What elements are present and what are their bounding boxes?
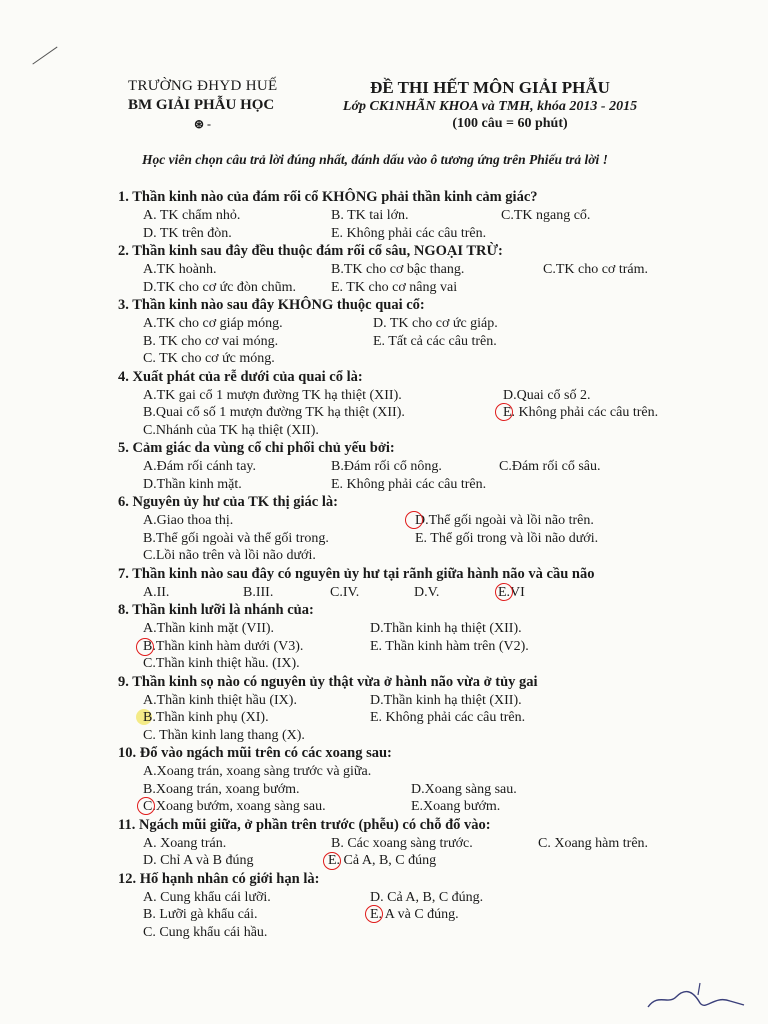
option-row [118,530,678,548]
answer-option: E. Thể gối trong và lồi não dưới. [415,530,599,546]
question-5 [118,439,678,493]
option-row [118,547,678,565]
instruction-text: Học viên chọn câu trả lời đúng nhất, đánh dấu vào ô tương ứng trên Phiếu trả lời ! [142,152,608,167]
option-row [118,333,678,351]
answer-option: C. TK cho cơ ức móng. [143,351,275,366]
option-row [118,387,678,405]
option-row [118,655,678,673]
question-8 [118,601,678,673]
answer-option: E. Cả A, B, C đúng [328,853,437,868]
question-text: 2. Thần kinh sau đây đều thuộc đám rối cổ sâu, NGOẠI TRỪ: [118,243,503,259]
answer-option: A.TK hoành. [143,262,217,277]
answer-option: A.Đám rối cánh tay. [143,459,256,474]
answer-option: A.TK gai cổ 1 mượn đường TK hạ thiệt (XII). [143,387,402,403]
answer-option: C.Lồi não trên và lồi não dưới. [143,548,316,563]
answer-option: C. Cung khẩu cái hầu. [143,924,268,940]
answer-option: B.Thần kinh phụ (XI). [143,710,269,725]
question-text: 1. Thần kinh nào của đám rối cổ KHÔNG phải thần kinh cảm giác? [118,189,538,205]
answer-option: A.Thần kinh thiệt hầu (IX). [143,692,297,708]
answer-option: B.Quai cổ số 1 mượn đường TK hạ thiệt (XII). [143,405,405,420]
answer-option: C.Xoang bướm, xoang sàng sau. [143,799,326,814]
answer-option: A.Xoang trán, xoang sàng trước và giữa. [143,764,372,779]
answer-option: C. Xoang hàm trên. [538,835,649,851]
answer-option: B.Thần kinh hàm dưới (V3). [143,638,304,654]
exam-class: Lớp CK1NHÃN KHOA và TMH, khóa 2013 - 2015 [342,99,638,114]
option-row [118,279,678,297]
school-name: TRƯỜNG ĐHYD HUẾ [128,78,278,94]
question-text: 12. Hố hạnh nhân có giới hạn là: [118,870,320,887]
option-row [118,315,678,333]
option-row [118,458,678,476]
option-row [118,404,678,422]
answer-option: A.Giao thoa thị. [143,513,234,528]
question-text: 5. Cảm giác da vùng cổ chỉ phối chủ yếu bởi: [118,440,395,456]
department-name: BM GIẢI PHẪU HỌC [128,97,275,113]
answer-option: D.Thể gối ngoài và lồi não trên. [415,513,594,528]
answer-option: D. Cả A, B, C đúng. [370,889,484,905]
question-11 [118,816,678,870]
option-row [118,709,678,727]
answer-option: D. TK cho cơ ức giáp. [373,316,498,331]
answer-circle-mark [495,403,513,421]
question-text: 10. Đổ vào ngách mũi trên có các xoang sau: [118,745,392,761]
option-row [118,620,678,638]
answer-circle-mark [136,638,154,656]
answer-option: D. Chỉ A và B đúng [143,853,254,868]
answer-circle-mark [323,852,341,870]
signature [640,975,750,1020]
question-text: 3. Thần kinh nào sau đây KHÔNG thuộc quai cổ: [118,297,425,313]
question-text: 7. Thần kinh nào sau đây có nguyên ủy hư tại rãnh giữa hành não và cầu não [118,565,595,582]
question-9 [118,673,678,745]
answer-option: C.Thần kinh thiệt hầu. (IX). [143,656,300,671]
answer-option: E.VI [498,584,525,600]
question-7 [118,565,678,602]
answer-option: B. Các xoang sàng trước. [331,835,473,851]
option-row [118,889,678,907]
answer-option: E. Thần kinh hàm trên (V2). [370,638,529,654]
question-4 [118,368,678,440]
option-row [118,692,678,710]
answer-option: B. TK cho cơ vai móng. [143,333,279,349]
answer-option: B.Đám rối cổ nông. [331,459,442,474]
answer-option: A.Thần kinh mặt (VII). [143,621,275,636]
option-row [118,798,678,816]
answer-circle-mark [405,511,423,529]
answer-option: E. Không phải các câu trên. [370,710,526,725]
answer-option: B.III. [243,584,274,600]
answer-option: A. Xoang trán. [143,835,227,851]
option-row [118,422,678,440]
answer-option: D. TK trên đòn. [143,225,232,241]
answer-option: D.Xoang sàng sau. [411,781,517,797]
answer-circle-mark [137,797,155,815]
option-row [118,763,678,781]
answer-option: E. Không phải các câu trên. [503,405,659,420]
answer-option: C.IV. [330,584,360,600]
answer-option: C. Thần kinh lang thang (X). [143,727,305,743]
option-row [118,584,678,602]
question-3 [118,296,678,368]
pen-mark [32,47,57,65]
option-row [118,512,678,530]
answer-option: C.Nhánh của TK hạ thiệt (XII). [143,422,319,438]
question-1 [118,188,678,242]
answer-option: E. TK cho cơ nâng vai [331,279,458,295]
answer-circle-mark [365,905,383,923]
option-row [118,781,678,799]
question-text: 4. Xuất phát của rễ dưới của quai cổ là: [118,368,363,385]
question-text: 8. Thần kinh lưỡi là nhánh của: [118,602,314,618]
answer-option: D.Thần kinh hạ thiệt (XII). [370,692,522,708]
answer-option: B.TK cho cơ bậc thang. [331,262,465,277]
answer-option: A.II. [143,584,170,600]
answer-option: C.TK ngang cổ. [501,208,591,223]
option-row [118,476,678,494]
answer-option: E. A và C đúng. [370,907,459,922]
header-left [128,77,277,134]
option-row [118,852,678,870]
option-row [118,261,678,279]
option-row [118,924,678,942]
option-row [118,225,678,243]
option-row [118,207,678,225]
question-12 [118,870,678,942]
answer-option: E.Xoang bướm. [411,799,501,814]
answer-option: B.Xoang trán, xoang bướm. [143,781,300,797]
question-6 [118,493,678,565]
answer-option: C.TK cho cơ trám. [543,262,648,277]
option-row [118,350,678,368]
answer-option: D.V. [414,584,440,600]
option-row [118,638,678,656]
answer-option: B.Thể gối ngoài và thể gối trong. [143,530,329,546]
answer-option: D.Quai cổ số 2. [503,387,591,403]
option-row [118,906,678,924]
header-right [330,77,650,132]
answer-option: B. Lưỡi gà khẩu cái. [143,907,258,922]
answer-option: C.Đám rối cổ sâu. [499,459,601,474]
answer-option: B. TK tai lớn. [331,208,409,223]
department-mark: ⊛ - [194,117,212,131]
answer-option: D.Thần kinh hạ thiệt (XII). [370,621,522,636]
question-10 [118,744,678,816]
answer-option: A. TK chẩm nhỏ. [143,208,241,223]
answer-option: A. Cung khẩu cái lưỡi. [143,889,271,905]
question-list [118,188,678,941]
question-text: 9. Thần kinh sọ nào có nguyên ủy thật vừa ở hành não vừa ở tủy gai [118,673,538,690]
question-text: 6. Nguyên ủy hư của TK thị giác là: [118,494,338,510]
question-text: 11. Ngách mũi giữa, ở phần trên trước (phễu) có chỗ đổ vào: [118,816,491,833]
exam-title: ĐỀ THI HẾT MÔN GIẢI PHẪU [370,78,610,97]
answer-option: E. Không phải các câu trên. [331,476,487,492]
answer-option: E. Tất cả các câu trên. [373,333,497,349]
answer-circle-mark [495,583,513,601]
answer-option: D.TK cho cơ ức đòn chũm. [143,279,297,295]
answer-option: E. Không phải các câu trên. [331,225,487,241]
answer-option: D.Thần kinh mặt. [143,476,242,492]
option-row [118,727,678,745]
answer-option: A.TK cho cơ giáp móng. [143,316,283,331]
option-row [118,835,678,853]
exam-duration: (100 câu = 60 phút) [452,116,568,131]
question-2 [118,242,678,296]
